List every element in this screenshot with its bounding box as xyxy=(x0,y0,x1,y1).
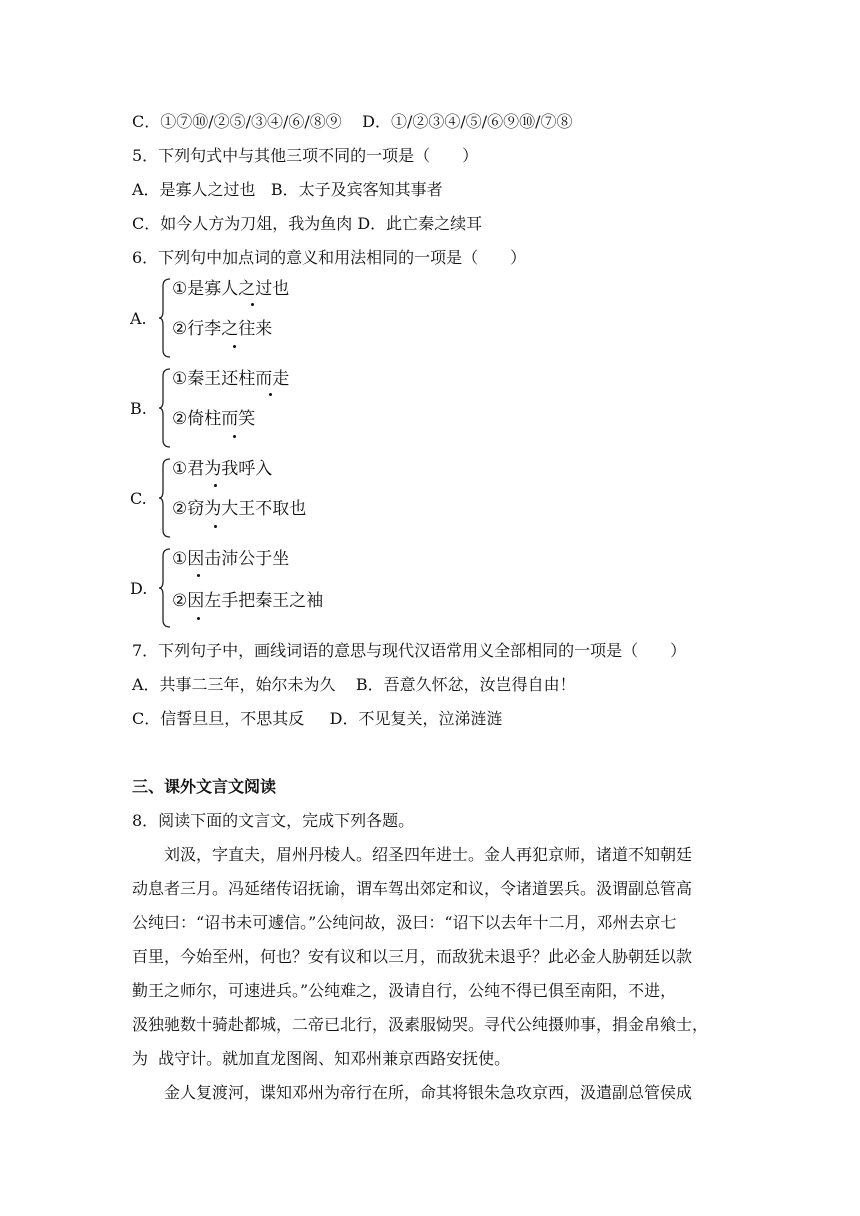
passage-line: 勤王之师尔，可速进兵。”公纯难之，汲请自行，公纯不得已俱至南阳，不进， xyxy=(132,981,677,1000)
q6-stem: 6．下列句中加点词的意义和用法相同的一项是（ ） xyxy=(132,248,527,267)
brace-icon xyxy=(158,548,172,628)
section-heading: 三、课外文言文阅读 xyxy=(132,777,277,796)
q6-option-sentence-2: ②因左手把秦王之袖 xyxy=(172,591,324,611)
emphasis-dot-icon xyxy=(233,435,236,438)
passage-line: 公纯曰：“诏书未可遽信。”公纯问故，汲曰：“诏下以去年十二月，邓州去京七 xyxy=(132,913,677,932)
brace-icon xyxy=(158,368,172,448)
brace-icon xyxy=(158,458,172,538)
passage-line: 百里，今始至州，何也？安有议和以三月，而敌犹未退乎？此必金人胁朝廷以款 xyxy=(132,947,693,966)
emphasis-dot-icon xyxy=(197,617,200,620)
emphasis-dot-icon xyxy=(214,484,217,487)
emphasis-dot-icon xyxy=(214,525,217,528)
q6-option-sentence-1: ①是寡人之过也 xyxy=(172,279,290,299)
q6-option-sentence-2: ②窃为大王不取也 xyxy=(172,499,307,519)
q5-stem: 5．下列句式中与其他三项不同的一项是（ ） xyxy=(132,146,479,165)
emphasis-dot-icon xyxy=(233,345,236,348)
emphasis-dot-icon xyxy=(269,393,272,396)
passage-line: 为 战守计。就加直龙图阁、知邓州兼京西路安抚使。 xyxy=(132,1049,511,1068)
passage-line: 动息者三月。冯延绪传诏抚谕，谓车驾出郊定和议，令诸道罢兵。汲谓副总管高 xyxy=(132,879,693,898)
q6-option-sentence-2: ②倚柱而笑 xyxy=(172,409,256,429)
q6-option-label: B. xyxy=(130,399,147,418)
q6-option-label: A. xyxy=(130,309,147,328)
q6-option-sentence-1: ①君为我呼入 xyxy=(172,459,273,479)
q7-stem: 7．下列句子中，画线词语的意思与现代汉语常用义全部相同的一项是（ ） xyxy=(132,641,687,660)
q8-stem: 8．阅读下面的文言文，完成下列各题。 xyxy=(132,811,415,830)
passage-line: 金人复渡河，谍知邓州为帝行在所，命其将银朱急攻京西，汲遣副总管侯成 xyxy=(132,1083,693,1102)
q5-options-ab: A．是寡人之过也 B．太子及宾客知其事者 xyxy=(132,180,443,199)
q5-options-cd: C．如今人方为刀俎，我为鱼肉 D．此亡秦之续耳 xyxy=(132,214,483,233)
q7-options-ab: A．共事二三年，始尔未为久 B．吾意久怀忿，汝岂得自由！ xyxy=(132,675,576,694)
passage-line: 刘汲，字直夫，眉州丹棱人。绍圣四年进士。金人再犯京师，诸道不知朝廷 xyxy=(132,845,693,864)
q6-option-label: D. xyxy=(130,579,148,598)
q6-option-sentence-1: ①秦王还柱而走 xyxy=(172,369,290,389)
q7-options-cd: C．信誓旦旦，不思其反 D．不见复关，泣涕涟涟 xyxy=(132,709,503,728)
q4-options: C．①⑦⑩/②⑤/③④/⑥/⑧⑨ D．①/②③④/⑤/⑥⑨⑩/⑦⑧ xyxy=(132,112,573,131)
emphasis-dot-icon xyxy=(251,303,254,306)
emphasis-dot-icon xyxy=(197,574,200,577)
q6-option-sentence-1: ①因击沛公于坐 xyxy=(172,549,290,569)
brace-icon xyxy=(158,278,172,358)
passage-line: 汲独驰数十骑赴都城，二帝已北行，汲素服恸哭。寻代公纯摄帅事，捐金帛飨士， xyxy=(132,1015,709,1034)
q6-option-sentence-2: ②行李之往来 xyxy=(172,319,273,339)
q6-option-label: C. xyxy=(130,489,147,508)
